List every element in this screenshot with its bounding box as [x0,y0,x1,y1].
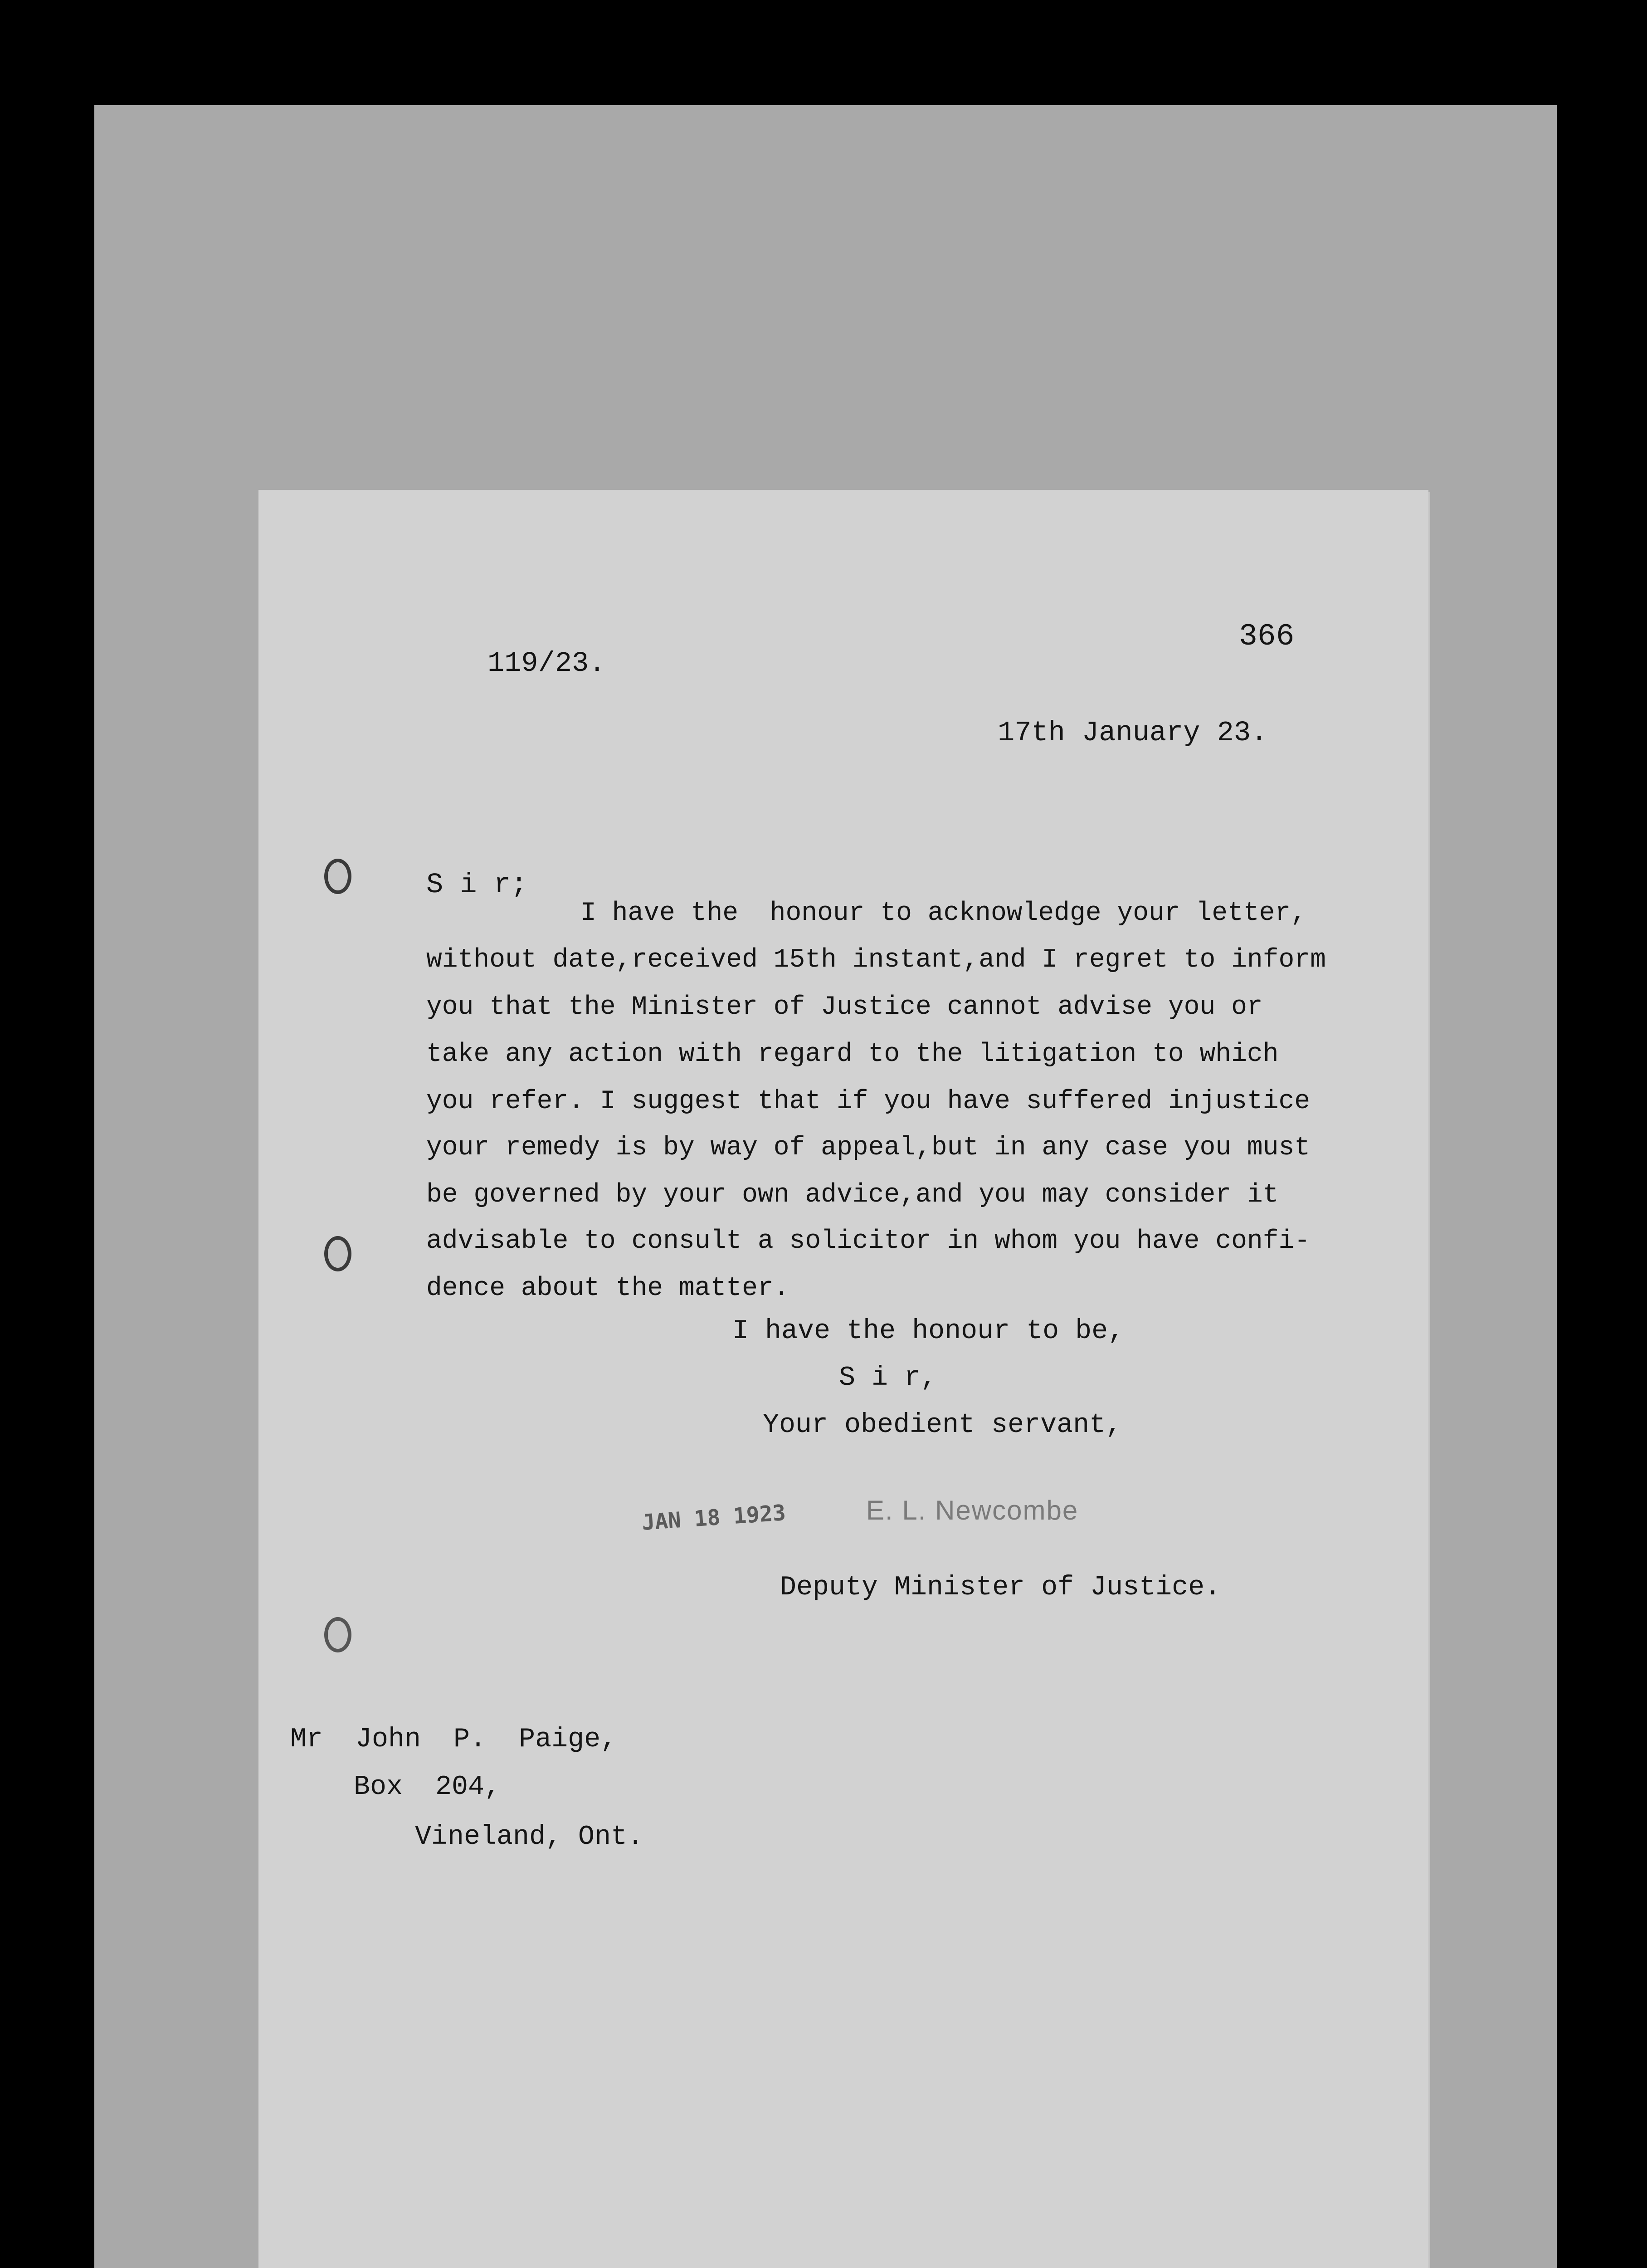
closing-line: S i r, [839,1363,937,1393]
body-line: your remedy is by way of appeal,but in any case you must [426,1133,1311,1163]
signatory-title: Deputy Minister of Justice. [780,1572,1221,1603]
body-line: dence about the matter. [426,1274,789,1303]
addressee-box: Box 204, [354,1772,501,1803]
body-line: you that the Minister of Justice cannot advise you or [426,992,1263,1022]
body-line: take any action with regard to the litigation to which [426,1040,1279,1069]
body-line: you refer. I suggest that if you have suffered injustice [426,1087,1311,1116]
addressee-name: Mr John P. Paige, [290,1724,617,1755]
addressee-city: Vineland, Ont. [415,1822,644,1853]
punch-hole [324,1236,351,1271]
received-date-stamp: JAN 18 1923 [641,1500,787,1536]
body-line: advisable to consult a solicitor in whom you have confi- [426,1227,1311,1256]
body-line: without date,received 15th instant,and I regret to inform [426,945,1326,975]
closing-line: Your obedient servant, [763,1410,1122,1441]
salutation: S i r; [426,869,528,901]
punch-hole [324,859,351,894]
letter-date: 17th January 23. [998,717,1268,749]
closing-line: I have the honour to be, [732,1316,1125,1347]
body-line: I have the honour to acknowledge your letter, [580,899,1307,928]
file-reference: 119/23. [487,647,606,679]
body-line: be governed by your own advice,and you may consider it [426,1180,1279,1210]
signature: E. L. Newcombe [866,1495,1079,1525]
page-number: 366 [1239,619,1295,654]
punch-hole [324,1617,351,1652]
